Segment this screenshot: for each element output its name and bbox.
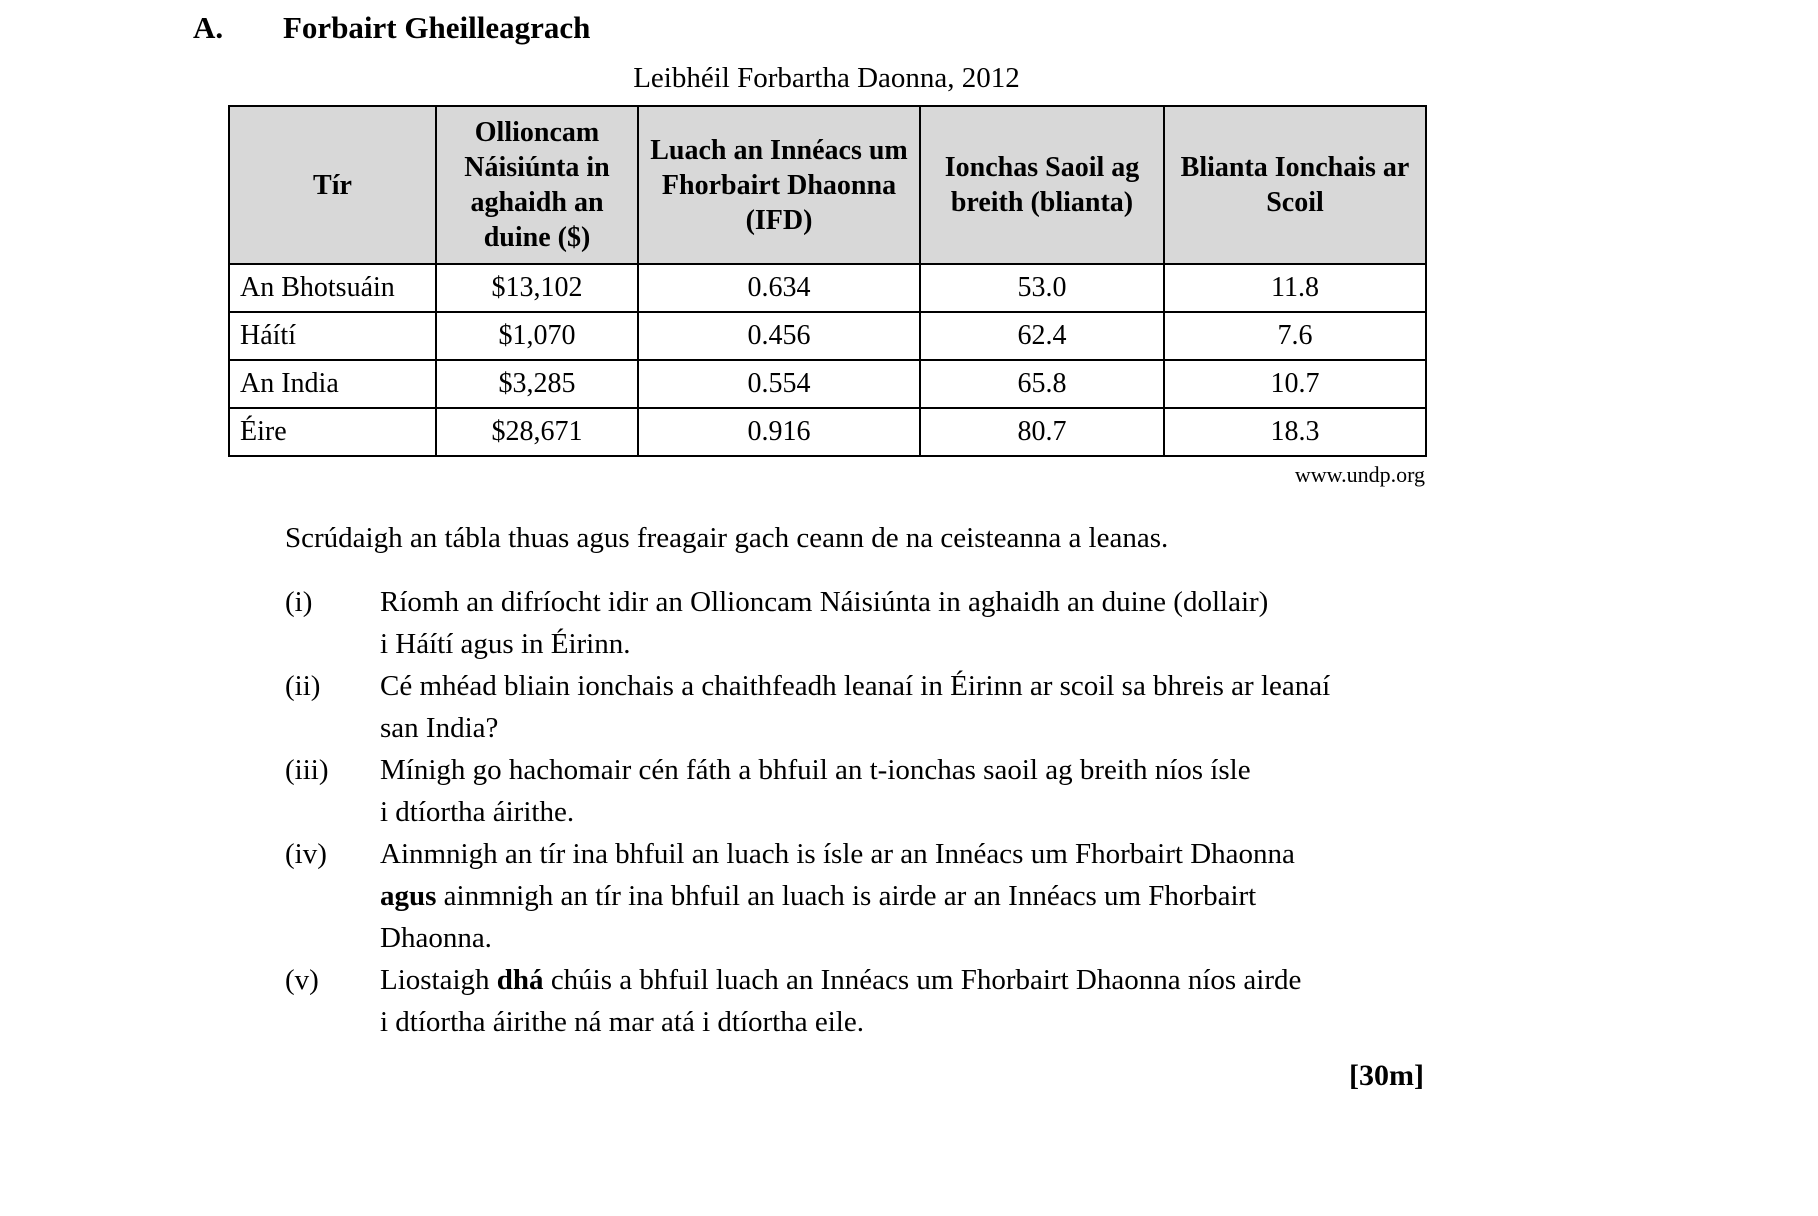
value-cell: 53.0 bbox=[920, 264, 1164, 312]
section-title: Forbairt Gheilleagrach bbox=[283, 10, 591, 45]
table-block bbox=[228, 62, 1425, 488]
value-cell: 0.916 bbox=[638, 408, 920, 456]
table-row bbox=[229, 312, 1426, 360]
question-item bbox=[285, 749, 1818, 833]
question-text bbox=[380, 833, 1818, 959]
question-line: san India? bbox=[380, 712, 499, 744]
value-cell: 62.4 bbox=[920, 312, 1164, 360]
marks-label: [30m] bbox=[1349, 1059, 1424, 1092]
column-header: Luach an Innéacs um Fhorbairt Dhaonna (IFD) bbox=[638, 106, 920, 264]
country-cell: An Bhotsuáin bbox=[229, 264, 436, 312]
question-line: Cé mhéad bliain ionchais a chaithfeadh leanaí in Éirinn ar scoil sa bhreis ar leanaí bbox=[380, 670, 1331, 702]
instruction-text: Scrúdaigh an tábla thuas agus freagair gach ceann de na ceisteanna a leanas. bbox=[285, 522, 1169, 554]
value-cell: 11.8 bbox=[1164, 264, 1426, 312]
hdi-table bbox=[228, 105, 1427, 457]
table-title: Leibhéil Forbartha Daonna, 2012 bbox=[633, 62, 1020, 94]
section-heading bbox=[193, 10, 1818, 46]
value-cell: $3,285 bbox=[436, 360, 638, 408]
question-line: Dhaonna. bbox=[380, 922, 492, 954]
column-header: Blianta Ionchais ar Scoil bbox=[1164, 106, 1426, 264]
question-line: Liostaigh dhá chúis a bhfuil luach an Innéacs um Fhorbairt Dhaonna níos airde bbox=[380, 964, 1302, 996]
question-number: (iv) bbox=[285, 838, 327, 870]
value-cell: 7.6 bbox=[1164, 312, 1426, 360]
question-item bbox=[285, 665, 1818, 749]
question-number: (ii) bbox=[285, 670, 321, 702]
question-item bbox=[285, 581, 1818, 665]
section-letter: A. bbox=[193, 10, 224, 45]
value-cell: $13,102 bbox=[436, 264, 638, 312]
question-line: i dtíortha áirithe. bbox=[380, 796, 575, 828]
question-text bbox=[380, 665, 1818, 749]
question-text bbox=[380, 749, 1818, 833]
question-line: Ríomh an difríocht idir an Ollioncam Náisiúnta in aghaidh an duine (dollair) bbox=[380, 586, 1269, 618]
value-cell: $28,671 bbox=[436, 408, 638, 456]
country-cell: Éire bbox=[229, 408, 436, 456]
column-header: Tír bbox=[229, 106, 436, 264]
country-cell: Háítí bbox=[229, 312, 436, 360]
value-cell: 10.7 bbox=[1164, 360, 1426, 408]
question-number: (iii) bbox=[285, 754, 329, 786]
table-body bbox=[229, 264, 1426, 456]
question-text bbox=[380, 581, 1818, 665]
column-header: Ionchas Saoil ag breith (blianta) bbox=[920, 106, 1164, 264]
question-line: Mínigh go hachomair cén fáth a bhfuil an t-ionchas saoil ag breith níos ísle bbox=[380, 754, 1251, 786]
column-header: Ollioncam Náisiúnta in aghaidh an duine ($) bbox=[436, 106, 638, 264]
value-cell: 0.634 bbox=[638, 264, 920, 312]
question-line: i Háítí agus in Éirinn. bbox=[380, 628, 631, 660]
question-list bbox=[285, 581, 1818, 1043]
question-number: (i) bbox=[285, 586, 313, 618]
value-cell: 80.7 bbox=[920, 408, 1164, 456]
question-number: (v) bbox=[285, 964, 319, 996]
table-row bbox=[229, 408, 1426, 456]
question-line: i dtíortha áirithe ná mar atá i dtíortha eile. bbox=[380, 1006, 864, 1038]
data-source: www.undp.org bbox=[1294, 462, 1425, 487]
question-item bbox=[285, 959, 1818, 1043]
table-row bbox=[229, 360, 1426, 408]
value-cell: $1,070 bbox=[436, 312, 638, 360]
question-item bbox=[285, 833, 1818, 959]
country-cell: An India bbox=[229, 360, 436, 408]
table-header-row bbox=[229, 106, 1426, 264]
value-cell: 18.3 bbox=[1164, 408, 1426, 456]
value-cell: 0.554 bbox=[638, 360, 920, 408]
table-row bbox=[229, 264, 1426, 312]
value-cell: 65.8 bbox=[920, 360, 1164, 408]
question-line: agus ainmnigh an tír ina bhfuil an luach is airde ar an Innéacs um Fhorbairt bbox=[380, 880, 1257, 912]
question-line: Ainmnigh an tír ina bhfuil an luach is ísle ar an Innéacs um Fhorbairt Dhaonna bbox=[380, 838, 1295, 870]
value-cell: 0.456 bbox=[638, 312, 920, 360]
question-text bbox=[380, 959, 1818, 1043]
